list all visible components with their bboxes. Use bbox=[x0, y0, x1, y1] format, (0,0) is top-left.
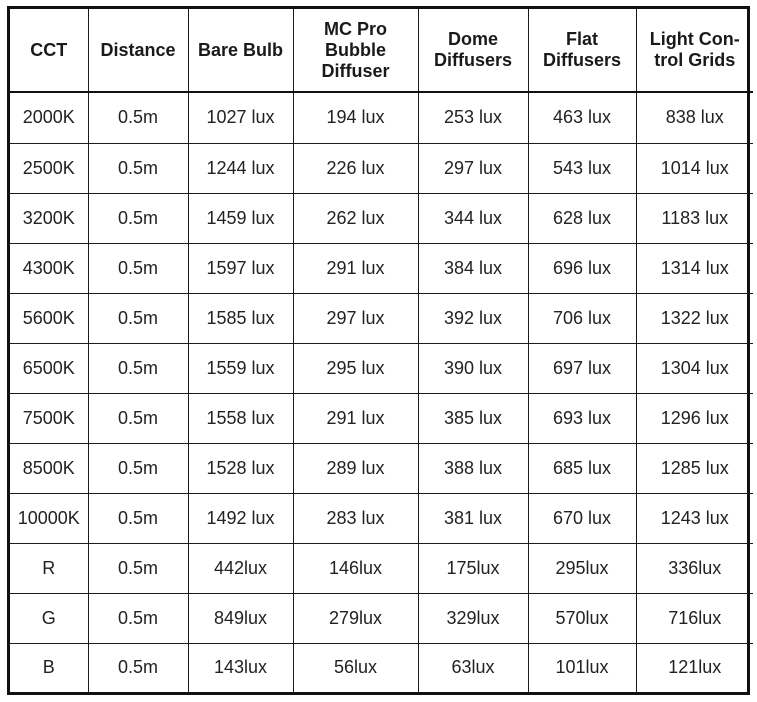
cell-mc-pro-bubble-diffuser: 283 lux bbox=[293, 493, 418, 543]
header-line: MC Pro bbox=[324, 18, 387, 39]
cell-mc-pro-bubble-diffuser: 146lux bbox=[293, 543, 418, 593]
cell-bare-bulb: 1585 lux bbox=[188, 293, 293, 343]
cell-cct: 2000K bbox=[10, 92, 88, 143]
cell-distance: 0.5m bbox=[88, 343, 188, 393]
header-line: CCT bbox=[30, 39, 68, 60]
cell-dome-diffusers: 381 lux bbox=[418, 493, 528, 543]
cell-bare-bulb: 1559 lux bbox=[188, 343, 293, 393]
cell-cct: R bbox=[10, 543, 88, 593]
header-line: trol Grids bbox=[654, 50, 736, 70]
cell-light-control-grids: 1285 lux bbox=[636, 443, 753, 493]
cell-distance: 0.5m bbox=[88, 443, 188, 493]
cell-cct: 7500K bbox=[10, 393, 88, 443]
cell-cct: G bbox=[10, 593, 88, 643]
cell-flat-diffusers: 706 lux bbox=[528, 293, 636, 343]
cell-distance: 0.5m bbox=[88, 643, 188, 692]
cell-mc-pro-bubble-diffuser: 279lux bbox=[293, 593, 418, 643]
header-line: Dome bbox=[447, 29, 498, 49]
cell-flat-diffusers: 628 lux bbox=[528, 193, 636, 243]
cell-dome-diffusers: 384 lux bbox=[418, 243, 528, 293]
cell-light-control-grids: 336lux bbox=[636, 543, 753, 593]
cell-mc-pro-bubble-diffuser: 194 lux bbox=[293, 92, 418, 143]
table-row bbox=[10, 393, 753, 443]
cell-light-control-grids: 838 lux bbox=[636, 92, 753, 143]
cell-dome-diffusers: 388 lux bbox=[418, 443, 528, 493]
cell-mc-pro-bubble-diffuser: 226 lux bbox=[293, 143, 418, 193]
column-header-bare-bulb bbox=[188, 9, 293, 92]
cell-dome-diffusers: 329lux bbox=[418, 593, 528, 643]
cell-mc-pro-bubble-diffuser: 291 lux bbox=[293, 243, 418, 293]
cell-light-control-grids: 1243 lux bbox=[636, 493, 753, 543]
cell-dome-diffusers: 344 lux bbox=[418, 193, 528, 243]
cell-flat-diffusers: 543 lux bbox=[528, 143, 636, 193]
table-row bbox=[10, 343, 753, 393]
cell-flat-diffusers: 697 lux bbox=[528, 343, 636, 393]
cell-bare-bulb: 143lux bbox=[188, 643, 293, 692]
table-body bbox=[10, 92, 753, 692]
cell-light-control-grids: 1183 lux bbox=[636, 193, 753, 243]
cell-dome-diffusers: 175lux bbox=[418, 543, 528, 593]
cell-cct: 8500K bbox=[10, 443, 88, 493]
column-header-flat-diffusers bbox=[528, 9, 636, 92]
header-line: Light Con- bbox=[649, 29, 740, 49]
cell-cct: 6500K bbox=[10, 343, 88, 393]
cell-light-control-grids: 121lux bbox=[636, 643, 753, 692]
cell-flat-diffusers: 463 lux bbox=[528, 92, 636, 143]
cell-light-control-grids: 1296 lux bbox=[636, 393, 753, 443]
cell-distance: 0.5m bbox=[88, 543, 188, 593]
cell-bare-bulb: 1492 lux bbox=[188, 493, 293, 543]
cell-light-control-grids: 1322 lux bbox=[636, 293, 753, 343]
header-line: Flat bbox=[565, 29, 598, 49]
cell-flat-diffusers: 696 lux bbox=[528, 243, 636, 293]
cell-cct: 10000K bbox=[10, 493, 88, 543]
header-line: Diffusers bbox=[433, 50, 513, 70]
cell-cct: B bbox=[10, 643, 88, 692]
cell-bare-bulb: 1027 lux bbox=[188, 92, 293, 143]
table-row bbox=[10, 443, 753, 493]
column-header-light-control-grids bbox=[636, 9, 753, 92]
table-row bbox=[10, 493, 753, 543]
cell-distance: 0.5m bbox=[88, 393, 188, 443]
cell-mc-pro-bubble-diffuser: 289 lux bbox=[293, 443, 418, 493]
header-line: Bubble bbox=[325, 39, 386, 60]
cell-mc-pro-bubble-diffuser: 262 lux bbox=[293, 193, 418, 243]
header-line: Diffuser bbox=[321, 60, 390, 81]
header-line: Bare Bulb bbox=[197, 39, 284, 60]
table-row bbox=[10, 593, 753, 643]
table-row bbox=[10, 193, 753, 243]
cell-mc-pro-bubble-diffuser: 56lux bbox=[293, 643, 418, 692]
cell-cct: 2500K bbox=[10, 143, 88, 193]
cell-light-control-grids: 1014 lux bbox=[636, 143, 753, 193]
cell-flat-diffusers: 295lux bbox=[528, 543, 636, 593]
cell-distance: 0.5m bbox=[88, 143, 188, 193]
cell-light-control-grids: 1304 lux bbox=[636, 343, 753, 393]
table-row bbox=[10, 92, 753, 143]
cell-bare-bulb: 442lux bbox=[188, 543, 293, 593]
cell-flat-diffusers: 693 lux bbox=[528, 393, 636, 443]
cell-dome-diffusers: 297 lux bbox=[418, 143, 528, 193]
cell-dome-diffusers: 385 lux bbox=[418, 393, 528, 443]
table-row bbox=[10, 143, 753, 193]
table-row bbox=[10, 643, 753, 692]
cell-distance: 0.5m bbox=[88, 593, 188, 643]
header-row bbox=[10, 9, 753, 92]
header-line: Diffusers bbox=[542, 50, 622, 70]
cell-bare-bulb: 1558 lux bbox=[188, 393, 293, 443]
cell-bare-bulb: 849lux bbox=[188, 593, 293, 643]
cell-dome-diffusers: 390 lux bbox=[418, 343, 528, 393]
cell-mc-pro-bubble-diffuser: 295 lux bbox=[293, 343, 418, 393]
cell-bare-bulb: 1459 lux bbox=[188, 193, 293, 243]
cell-bare-bulb: 1528 lux bbox=[188, 443, 293, 493]
cell-flat-diffusers: 570lux bbox=[528, 593, 636, 643]
cell-mc-pro-bubble-diffuser: 297 lux bbox=[293, 293, 418, 343]
table-header bbox=[10, 9, 753, 92]
header-line: Distance bbox=[100, 39, 176, 60]
cell-mc-pro-bubble-diffuser: 291 lux bbox=[293, 393, 418, 443]
illuminance-table-container bbox=[7, 6, 750, 695]
table-row bbox=[10, 293, 753, 343]
cell-cct: 3200K bbox=[10, 193, 88, 243]
cell-light-control-grids: 1314 lux bbox=[636, 243, 753, 293]
table-row bbox=[10, 243, 753, 293]
column-header-dome-diffusers bbox=[418, 9, 528, 92]
cell-bare-bulb: 1244 lux bbox=[188, 143, 293, 193]
cell-distance: 0.5m bbox=[88, 493, 188, 543]
cell-dome-diffusers: 63lux bbox=[418, 643, 528, 692]
cell-cct: 5600K bbox=[10, 293, 88, 343]
illuminance-table bbox=[10, 9, 753, 692]
column-header-cct bbox=[10, 9, 88, 92]
cell-bare-bulb: 1597 lux bbox=[188, 243, 293, 293]
cell-cct: 4300K bbox=[10, 243, 88, 293]
cell-distance: 0.5m bbox=[88, 92, 188, 143]
cell-light-control-grids: 716lux bbox=[636, 593, 753, 643]
cell-distance: 0.5m bbox=[88, 293, 188, 343]
cell-dome-diffusers: 392 lux bbox=[418, 293, 528, 343]
cell-flat-diffusers: 670 lux bbox=[528, 493, 636, 543]
column-header-distance bbox=[88, 9, 188, 92]
cell-flat-diffusers: 101lux bbox=[528, 643, 636, 692]
column-header-mc-pro-bubble-diffuser bbox=[293, 9, 418, 92]
cell-flat-diffusers: 685 lux bbox=[528, 443, 636, 493]
cell-distance: 0.5m bbox=[88, 193, 188, 243]
cell-dome-diffusers: 253 lux bbox=[418, 92, 528, 143]
cell-distance: 0.5m bbox=[88, 243, 188, 293]
table-row bbox=[10, 543, 753, 593]
